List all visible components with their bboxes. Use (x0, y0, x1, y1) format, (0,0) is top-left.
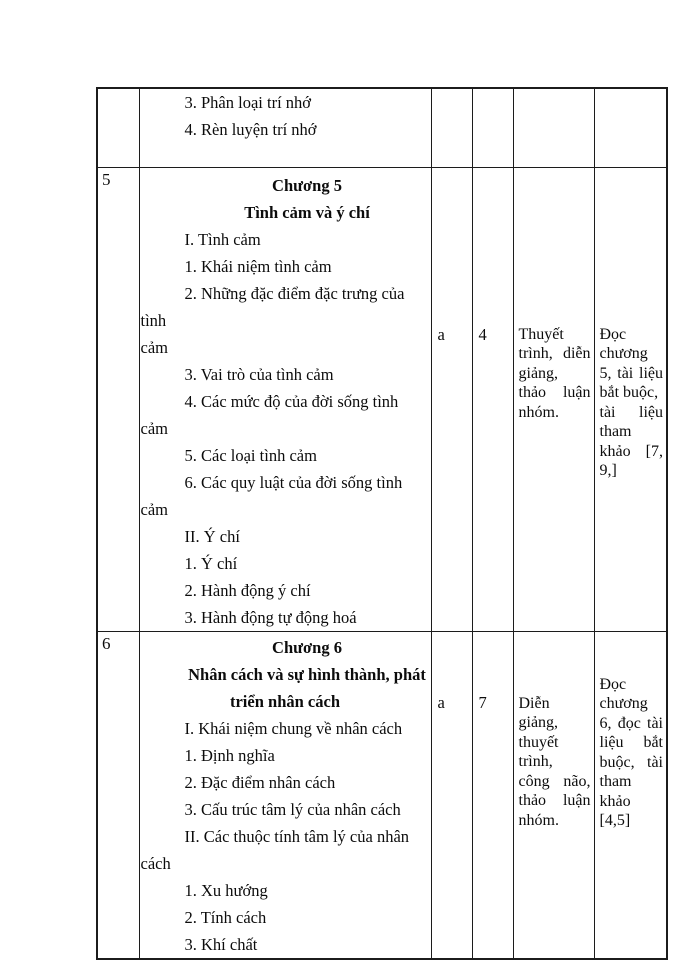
hours-cell (472, 88, 513, 167)
reading-line: chương (599, 345, 648, 362)
reading-cell (594, 88, 667, 167)
chapter-title: Nhân cách và sự hình thành, phát (188, 664, 426, 684)
content-cell (139, 88, 431, 167)
content-line: 1. Ý chí (184, 553, 238, 573)
content-line: 3. Hành động tự động hoá (184, 607, 357, 627)
reading-line: bắt buộc, (599, 384, 659, 401)
content-line: 1. Khái niệm tình cảm (184, 256, 332, 276)
content-line: II. Các thuộc tính tâm lý của nhân cách (140, 826, 410, 873)
chapter-title-continued: triển nhân cách (229, 691, 340, 711)
content-line: 3. Cấu trúc tâm lý của nhân cách (184, 799, 401, 819)
content-line: 3. Phân loại trí nhớ (184, 93, 312, 112)
methods-line: thuyết (518, 733, 559, 751)
chapter-heading: Chương 5 (272, 175, 342, 195)
hours-cell: 4 (472, 167, 513, 631)
methods-cell (513, 88, 594, 167)
hours-cell: 7 (472, 631, 513, 959)
content-line: 5. Các loại tình cảm (184, 445, 317, 465)
content-line: 2. Tính cách (184, 907, 267, 927)
content-line: 4. Các mức độ của đời sống tình cảm (140, 391, 399, 438)
group-cell (431, 88, 472, 167)
methods-line: nhóm. (518, 403, 559, 421)
row-number-cell: 5 (97, 167, 139, 631)
methods-line: thảo luận (518, 384, 591, 401)
methods-line: thảo luận (518, 792, 591, 809)
chapter-title: Tình cảm và ý chí (244, 202, 370, 222)
content-line: 4. Rèn luyện trí nhớ (184, 120, 317, 139)
syllabus-table (96, 87, 668, 960)
content-line: cảm (140, 337, 168, 357)
reading-line: 5, tài liệu (599, 364, 663, 382)
content-cell (139, 167, 431, 631)
reading-line: buộc, tài (599, 753, 663, 771)
content-line: II. Ý chí (184, 526, 240, 546)
content-line: 2. Những đặc điểm đặc trưng của tình (140, 283, 405, 330)
row-number-cell (97, 88, 139, 167)
group-cell: a (431, 631, 472, 959)
reading-line: khảo [7, (599, 442, 663, 460)
reading-line: 9,] (599, 462, 617, 479)
content-line: 2. Hành động ý chí (184, 580, 311, 600)
chapter-heading: Chương 6 (272, 637, 342, 657)
reading-cell (594, 167, 667, 631)
reading-line: tài liệu (599, 403, 663, 421)
methods-cell (513, 167, 594, 631)
group-cell: a (431, 167, 472, 631)
methods-line: công não, (518, 772, 591, 790)
content-line: 3. Vai trò của tình cảm (184, 364, 334, 384)
content-line: 3. Khí chất (184, 934, 258, 954)
content-cell (139, 631, 431, 959)
reading-line: khảo (599, 792, 631, 810)
content-line: 2. Đặc điểm nhân cách (184, 772, 336, 792)
reading-line: tham (599, 773, 632, 790)
reading-line: 6, đọc tài (599, 714, 663, 732)
methods-line: giảng, (518, 364, 559, 382)
reading-line: liệu bắt (599, 734, 663, 751)
table-row (97, 88, 667, 167)
content-line: I. Tình cảm (184, 229, 261, 249)
methods-line: trình, diễn (518, 345, 591, 362)
reading-line: Đọc (599, 675, 627, 693)
row-number-cell: 6 (97, 631, 139, 959)
content-line: 1. Xu hướng (184, 880, 268, 900)
content-line: I. Khái niệm chung về nhân cách (184, 718, 403, 738)
reading-line: tham (599, 423, 632, 440)
methods-line: Diễn (518, 694, 550, 712)
methods-line: trình, (518, 753, 553, 770)
table-row (97, 167, 667, 631)
methods-line: nhóm. (518, 811, 559, 829)
reading-cell (594, 631, 667, 959)
reading-line: chương (599, 695, 648, 712)
methods-cell (513, 631, 594, 959)
reading-line: [4,5] (599, 812, 631, 829)
table-row (97, 631, 667, 959)
methods-line: giảng, (518, 714, 559, 731)
content-line: 6. Các quy luật của đời sống tình cảm (140, 472, 403, 519)
content-line: 1. Định nghĩa (184, 745, 275, 765)
methods-line: Thuyết (518, 325, 564, 343)
reading-line: Đọc (599, 325, 627, 343)
